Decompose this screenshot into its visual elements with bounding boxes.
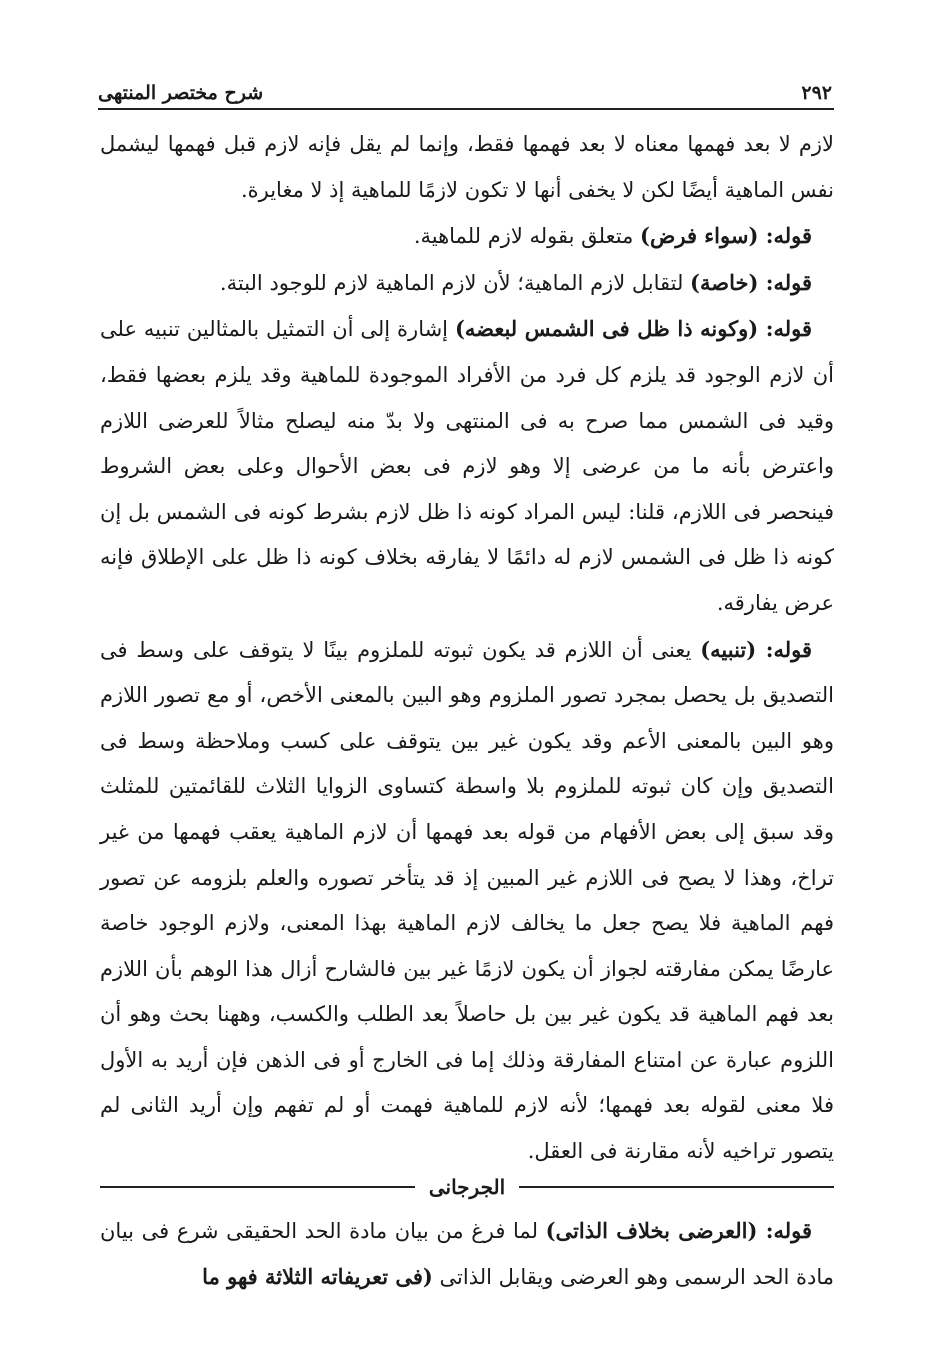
commentary-body xyxy=(100,122,834,1175)
paragraph-3 xyxy=(100,260,834,307)
paragraph-4 xyxy=(100,306,834,626)
book-title: شرح مختصر المنتهى xyxy=(98,82,264,104)
paragraph-5 xyxy=(100,627,834,1175)
lemma-khassa: قوله: (خاصة) xyxy=(690,269,812,295)
paragraph-1: لازم لا بعد فهمها معناه لا بعد فهمها فقط، وإنما لم يقل فإنه لازم قبل فهمها ليشمل نفس الماهية أيضًا لكن لا يخفى أنها لا تكون لازمًا للماهية إذ لا مغايرة. xyxy=(100,132,834,202)
paragraph-2-text: متعلق بقوله لازم للماهية. xyxy=(413,224,641,249)
lemma-dhil-shams: قوله: (وكونه ذا ظل فى الشمس لبعضه) xyxy=(454,316,813,342)
lemma-tanbih: قوله: (تنبيه) xyxy=(700,636,813,662)
lemma-ardi: قوله: (العرضى بخلاف الذاتى) xyxy=(545,1218,813,1243)
running-header xyxy=(98,76,832,104)
jurjani-text: لما فرغ من بيان مادة الحد الحقيقى شرع فى بيان مادة الحد الرسمى وهو العرضى ويقابل الذاتى xyxy=(100,1219,834,1289)
jurjani-tail-bold: (فى تعريفاته الثلاثة فهو ما xyxy=(202,1264,433,1289)
page-number: ٢٩٢ xyxy=(801,82,832,104)
header-rule xyxy=(98,108,834,110)
section-divider xyxy=(100,1172,834,1202)
jurjani-paragraph xyxy=(100,1208,834,1300)
paragraph-4-text: إشارة إلى أن التمثيل بالمثالين تنبيه على أن لازم الوجود قد يلزم كل فرد من الأفراد الموجودة للماهية وقد يلزم بعضها فقط، وقيد فى الشمس مما صرح به فى المنتهى ولا بدّ منه ليصلح مثالاً للعرضى اللازم واعترض بأنه ما من عرضى إلا وهو لازم فى بعض الأحوال وعلى بعض الشروط فينحصر فى اللازم، قلنا: ليس المراد كونه ذا ظل لازم بشرط كونه فى الشمس بل إن كونه ذا ظل فى الشمس لازم له دائمًا لا يفارقه بخلاف كونه ذا ظل على الإطلاق فإنه عرض يفارقه. xyxy=(100,317,834,615)
section-title: الجرجانى xyxy=(428,1175,506,1199)
lemma-sawa-furid: قوله: (سواء فرض) xyxy=(640,223,812,249)
paragraph-2 xyxy=(100,213,834,260)
divider-line-left xyxy=(100,1186,415,1188)
paragraph-3-text: لتقابل لازم الماهية؛ لأن لازم الماهية لازم للوجود البتة. xyxy=(219,270,691,295)
jurjani-commentary xyxy=(100,1208,834,1300)
divider-line-right xyxy=(519,1186,834,1188)
paragraph-5-text: يعنى أن اللازم قد يكون ثبوته للملزوم بينًا لا يتوقف على وسط فى التصديق بل يحصل بمجرد تصور الملزوم وهو البين بالمعنى الأخص، أو مع تصور اللازم وهو البين بالمعنى الأعم وقد يكون غير بين يتوقف على كسب وملاحظة وسط فى التصديق وإن كان ثبوته للملزوم بلا واسطة كتساوى الزوايا الثلاث للقائمتين للمثلث وقد سبق إلى بعض الأفهام من قوله بعد فهمها أن لازم الماهية يعقب فهمها من غير تراخ، وهذا لا يصح فى اللازم غير المبين إذ قد يتأخر تصوره والعلم بلزومه عن تصور فهم الماهية فلا يصح جعل ما يخالف لازم الماهية بهذا المعنى، ولازم الوجود خاصة عارضًا يمكن مفارقته لجواز أن يكون لازمًا غير بين فالشارح أزال هذا الوهم بأن اللازم بعد فهم الماهية قد يكون غير بين بل حاصلاً بعد الطلب والكسب، وههنا بحث وهو أن اللزوم عبارة عن امتناع المفارقة وذلك إما فى الخارج أو فى الذهن فإن أريد به الأول فلا معنى لقوله بعد فهمها؛ لأنه لازم للماهية فهمت أو لم تفهم وإن أريد الثانى لم يتصور تراخيه لأنه مقارنة فى العقل. xyxy=(100,637,834,1164)
